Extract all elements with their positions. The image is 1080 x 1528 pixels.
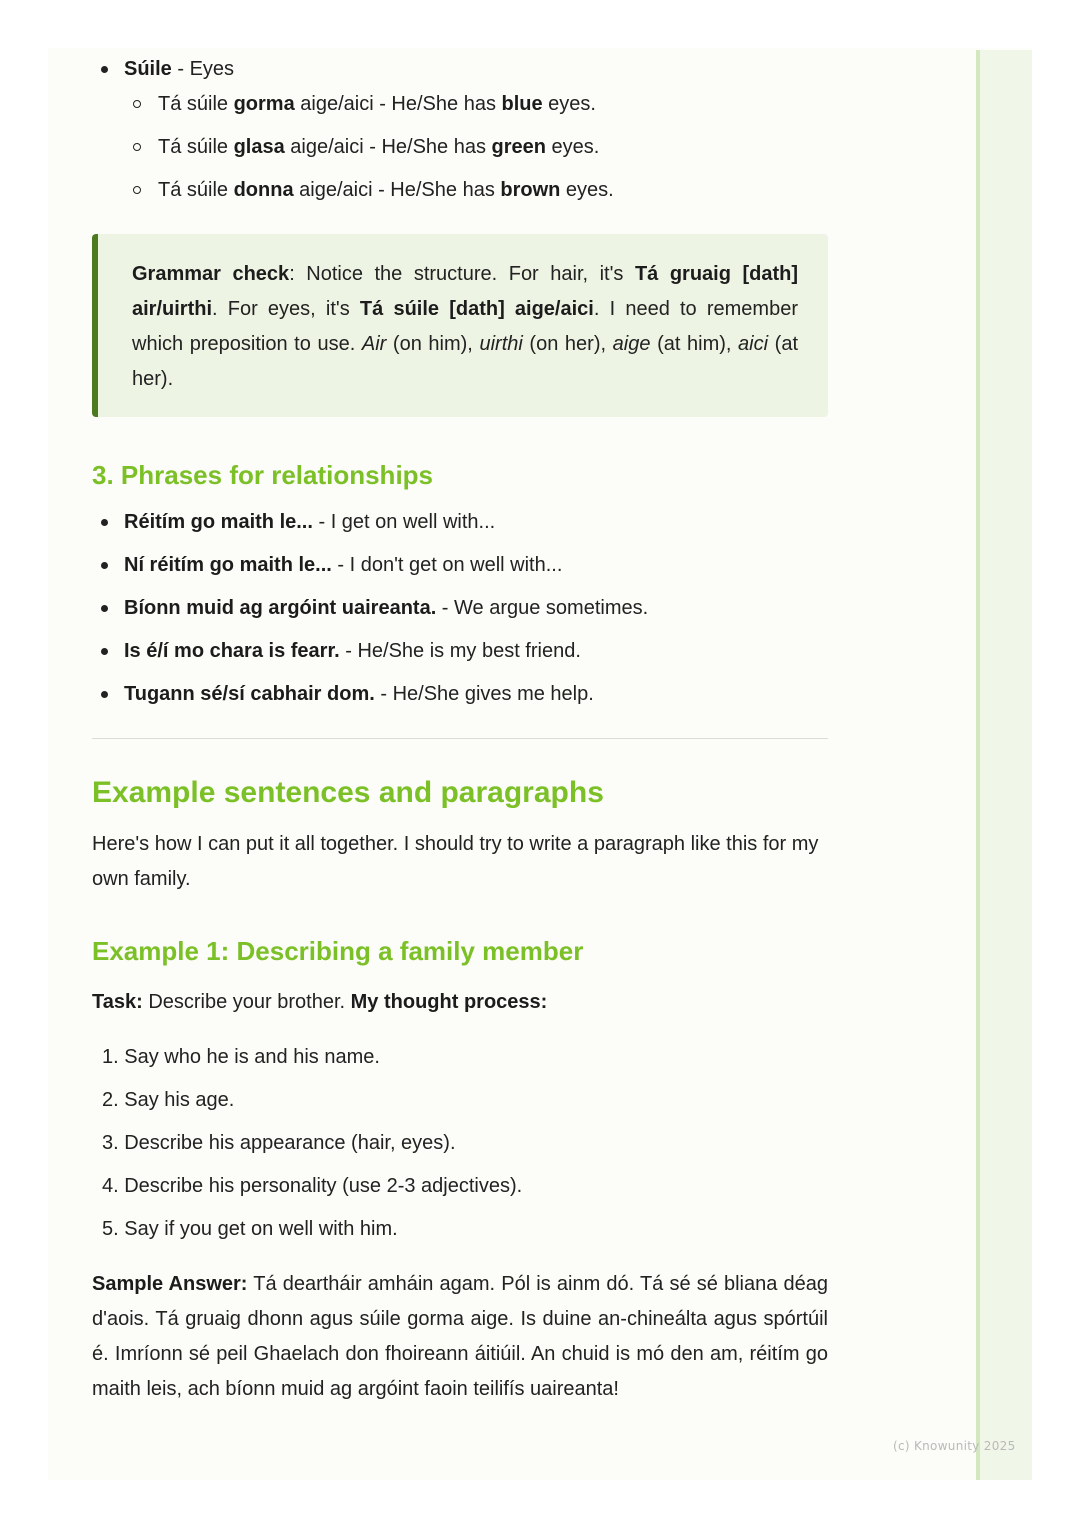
example-1-heading: Example 1: Describing a family member — [92, 936, 584, 966]
list-item — [92, 505, 828, 540]
thought-process-label: My thought process: — [350, 991, 548, 1013]
term-gloss-sep: - — [177, 58, 190, 80]
bold-structure: Tá gruaig [dath] air/uirthi — [132, 263, 799, 320]
list-item — [92, 52, 828, 208]
text: eyes. — [546, 136, 600, 158]
phrase-irish: Tugann sé/sí cabhair dom. — [124, 683, 375, 705]
step-item: 5. Say if you get on well with him. — [102, 1218, 398, 1240]
bold-structure: Tá súile [dath] aige/aici — [359, 298, 594, 320]
eyes-examples — [124, 87, 828, 208]
text: : Notice the structure. For hair, it's — [289, 263, 635, 285]
list-item — [92, 634, 828, 669]
intro-paragraph: Here's how I can put it all together. I should try to write a paragraph like this for my own family. — [92, 833, 819, 890]
sub-list-item — [124, 173, 828, 208]
text: aige/aici - He/She has — [294, 93, 502, 115]
bold-english: blue — [501, 93, 543, 115]
bold-irish: glasa — [233, 136, 285, 158]
divider — [92, 738, 828, 739]
text: (on him), — [386, 333, 480, 355]
list-item — [92, 677, 828, 712]
phrase-irish: Is é/í mo chara is fearr. — [124, 640, 340, 662]
text: Tá súile — [158, 93, 234, 115]
italic-word: aici — [738, 333, 769, 355]
text: (on her), — [522, 333, 613, 355]
list-item — [92, 548, 828, 583]
phrase-irish: Réitím go maith le... — [124, 511, 313, 533]
phrase-english: - We argue sometimes. — [436, 597, 649, 619]
task-line — [92, 985, 828, 1020]
document-content — [92, 52, 828, 1407]
callout-label: Grammar check — [132, 263, 290, 285]
sample-answer-label: Sample Answer: — [92, 1273, 248, 1295]
bold-english: green — [491, 136, 546, 158]
bold-irish: donna — [233, 179, 294, 201]
sub-list-item — [124, 130, 828, 165]
text: Tá súile — [158, 136, 234, 158]
term-irish: Súile — [124, 58, 172, 80]
text: (at her). — [132, 333, 799, 390]
copyright-credit: (c) Knowunity 2025 — [893, 1439, 1016, 1453]
text: eyes. — [542, 93, 596, 115]
text: . For eyes, it's — [212, 298, 360, 320]
section-heading-examples: Example sentences and paragraphs — [92, 776, 604, 809]
sample-answer-text: Tá deartháir amháin agam. Pól is ainm dó. Tá sé sé bliana déag d'aois. Tá gruaig dhonn agus súile gorma aige. Is duine an-chineálta agus spórtúil é. Imríonn sé peil Ghaelach don fhoireann áitiúil. An chuid is mó den am, réitím go maith leis, ach bíonn muid ag argóint faoin teilifís uaireanta! — [92, 1273, 828, 1400]
section-heading-relationships: 3. Phrases for relationships — [92, 460, 434, 490]
step-item: 3. Describe his appearance (hair, eyes). — [102, 1132, 456, 1154]
text: . I need to remember which preposition to use. — [132, 298, 798, 355]
step-item: 4. Describe his personality (use 2-3 adjectives). — [102, 1175, 523, 1197]
phrase-english: - He/She gives me help. — [374, 683, 594, 705]
italic-word: uirthi — [479, 333, 523, 355]
term-gloss: Eyes — [189, 58, 235, 80]
step-item: 1. Say who he is and his name. — [102, 1046, 380, 1068]
phrase-irish: Bíonn muid ag argóint uaireanta. — [124, 597, 437, 619]
phrase-english: - I don't get on well with... — [331, 554, 563, 576]
thought-process-steps — [92, 1040, 828, 1247]
task-label: Task: — [92, 991, 143, 1013]
list-item — [92, 591, 828, 626]
eyes-list — [92, 52, 828, 208]
italic-word: aige — [612, 333, 651, 355]
sub-list-item — [124, 87, 828, 122]
sample-answer — [92, 1267, 828, 1407]
text: Tá súile — [158, 179, 234, 201]
bold-english: brown — [500, 179, 561, 201]
text: aige/aici - He/She has — [293, 179, 501, 201]
step-item: 2. Say his age. — [102, 1089, 235, 1111]
italic-word: Air — [361, 333, 387, 355]
text: eyes. — [560, 179, 614, 201]
side-margin-bar — [976, 50, 1032, 1480]
text: (at him), — [650, 333, 739, 355]
phrase-english: - He/She is my best friend. — [339, 640, 581, 662]
grammar-check-callout — [92, 234, 828, 417]
text: aige/aici - He/She has — [284, 136, 492, 158]
bold-irish: gorma — [233, 93, 295, 115]
phrase-irish: Ní réitím go maith le... — [124, 554, 332, 576]
phrase-english: - I get on well with... — [312, 511, 496, 533]
relationship-phrases-list — [92, 505, 828, 712]
task-text: Describe your brother. — [142, 991, 351, 1013]
